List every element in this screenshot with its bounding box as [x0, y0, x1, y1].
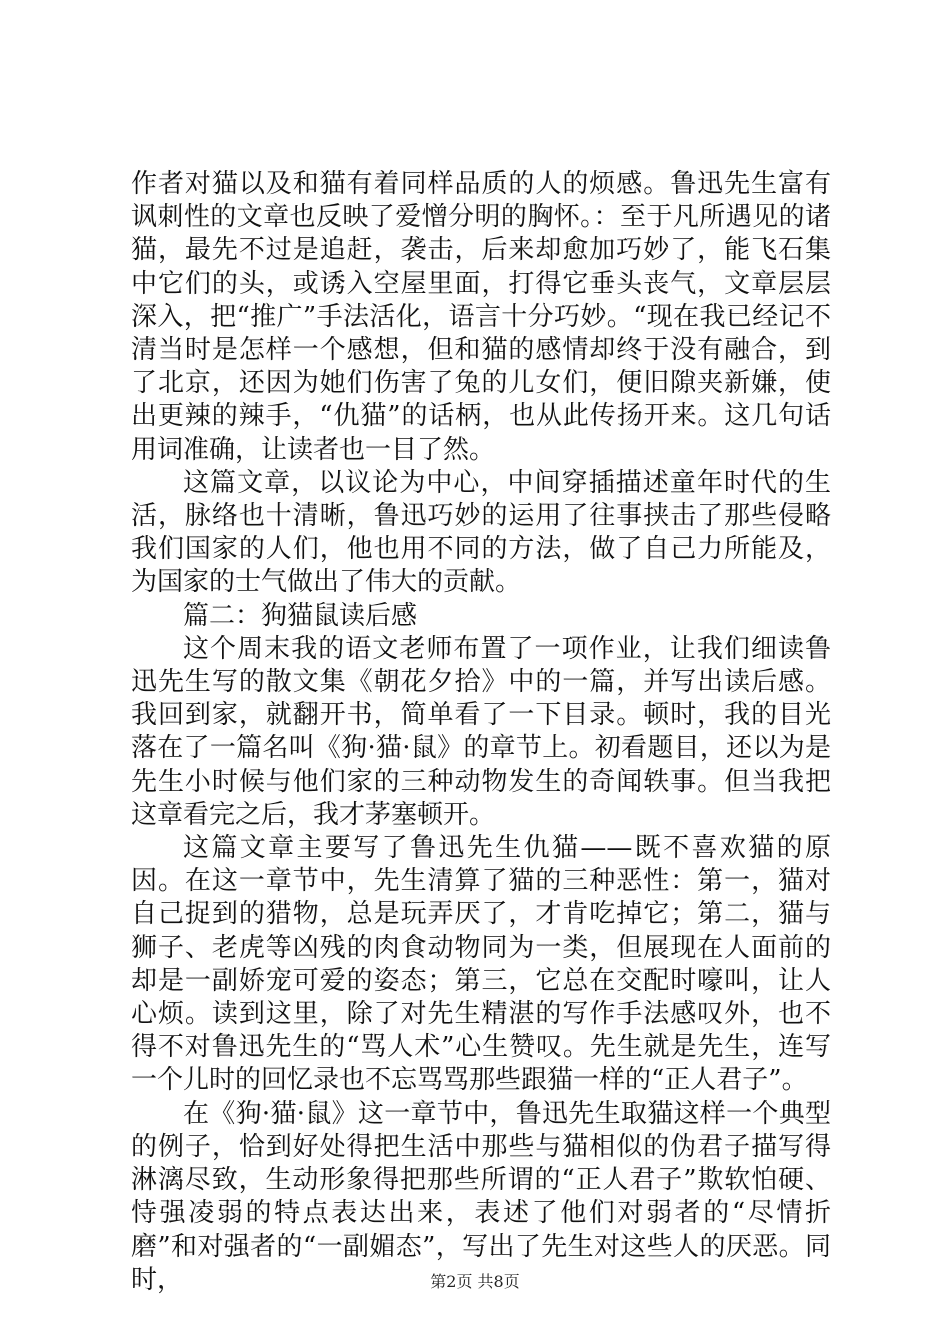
section-heading: 篇二：狗猫鼠读后感	[183, 600, 418, 631]
paragraph-3: 这个周末我的语文老师布置了一项作业，让我们细读鲁迅先生写的散文集《朝花夕拾》中的一篇，并写出读后感。我回到家，就翻开书，简单看了一下目录。顿时，我的目光落在了一篇名叫《狗·猫·鼠》的章节上。初看题目，还以为是先生小时候与他们家的三种动物发生的奇闻轶事。但当我把这章看完之后，我才茅塞顿开。	[131, 633, 831, 830]
paragraph-5: 在《狗·猫·鼠》这一章节中，鲁迅先生取猫这样一个典型的例子，恰到好处得把生活中那些与猫相似的伪君子描写得淋漓尽致，生动形象得把那些所谓的“正人君子”欺软怕硬、恃强凌弱的特点表达出来，表述了他们对弱者的“尽情折磨”和对强者的“一副媚态”，写出了先生对这些人的厌恶。同时，	[131, 1098, 831, 1295]
paragraph-1: 作者对猫以及和猫有着同样品质的人的烦感。鲁迅先生富有讽刺性的文章也反映了爱憎分明的胸怀。：至于凡所遇见的诸猫，最先不过是追赶，袭击，后来却愈加巧妙了，能飞石集中它们的头，或诱入空屋里面，打得它垂头丧气，文章层层深入，把“推广”手法活化，语言十分巧妙。“现在我已经记不清当时是怎样一个感想，但和猫的感情却终于没有融合，到了北京，还因为她们伤害了兔的儿女们，便旧隙夹新嫌，使出更辣的辣手，“仇猫”的话柄，也从此传扬开来。这几句话用词准确，让读者也一目了然。	[131, 169, 831, 465]
paragraph-4: 这篇文章主要写了鲁迅先生仇猫——既不喜欢猫的原因。在这一章节中，先生清算了猫的三种恶性：第一，猫对自己捉到的猎物，总是玩弄厌了，才肯吃掉它；第二，猫与狮子、老虎等凶残的肉食动物同为一类，但展现在人面前的却是一副娇宠可爱的姿态；第三，它总在交配时嚎叫，让人心烦。读到这里，除了对先生精湛的写作手法感叹外，也不得不对鲁迅先生的“骂人术”心生赞叹。先生就是先生，连写一个儿时的回忆录也不忘骂骂那些跟猫一样的“正人君子”。	[131, 833, 831, 1096]
document-body	[131, 168, 831, 1297]
page-footer: 第2页 共8页	[430, 1272, 520, 1291]
paragraph-2: 这篇文章，以议论为中心，中间穿插描述童年时代的生活，脉络也十清晰，鲁迅巧妙的运用了往事挟击了那些侵略我们国家的人们，他也用不同的方法，做了自己力所能及，为国家的士气做出了伟大的贡献。	[131, 467, 831, 598]
